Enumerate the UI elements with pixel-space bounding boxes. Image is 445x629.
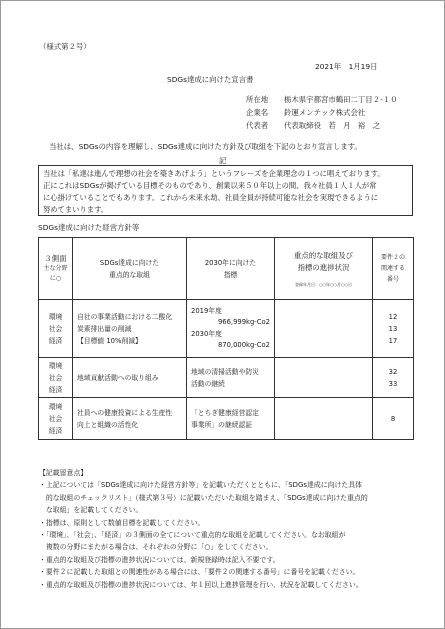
issuer-representative: 代表取締役 若 月 裕 之 — [284, 121, 381, 130]
note-line: ・重点的な取組及び指標の進捗状況については、年１回以上進捗管理を行い、状況を記載してください。 — [39, 580, 363, 589]
table-row — [39, 358, 414, 398]
table-row — [39, 398, 414, 440]
notes-title: 【記載留意点】 — [39, 469, 88, 477]
issuer-label-company: 企業名 — [246, 108, 269, 117]
issuer-address: 栃木県宇都宮市鶴田二丁目２-１０ — [284, 95, 398, 104]
table-row — [39, 300, 414, 358]
row-progress — [275, 398, 373, 440]
policy-table — [38, 237, 414, 440]
issuer-company: 鈴運メンテック株式会社 — [284, 108, 366, 117]
row-initiative: 社員への健康投資による生産性 向上と組織の活性化 — [73, 398, 187, 440]
note-line: 的な取組のチェックリスト」（様式第３号）に記載いただいた取組を踏まえ、「SDGs達成に向けた重点的 — [39, 493, 368, 502]
note-line: ・指標は、原則として数値目標を記載してください。 — [39, 518, 205, 527]
note-line: ・「環境」、「社会」、「経済」の３側面の全てについて重点的な取組を記載してください。なお取組が — [39, 531, 346, 540]
row-initiative: 自社の事業活動における二酸化 炭素排出量の削減 【目標値 10%削減】 — [73, 300, 187, 358]
philosophy-line: 当社は「私達は進んで理想の社会を築きあげよう」というフレーズを企業理念の１つに唱えております。 — [43, 169, 385, 178]
date: 2021年 1月19日 — [315, 62, 378, 71]
note-line: ・要件２に記載した取組との関連性がある場合には、「要件２の関連する番号」に番号を記載ください。 — [39, 568, 360, 577]
header-related-goals: 要件２の 関連する 番号 — [373, 238, 414, 300]
note-line: な取組」を記載してください。 — [39, 506, 143, 515]
note-line: 複数の分野にまたがる場合は、それぞれの分野に「○」をしてください。 — [39, 543, 273, 552]
philosophy-line: に心掛けていることでもあります。これから未来永劫、社員全員が持続可能な社会を実現できるように — [43, 193, 379, 202]
header-target: 2030年に向けた 指標 — [187, 238, 275, 300]
issuer-label-address: 所在地 — [246, 95, 269, 104]
row-goals: 12 13 17 — [373, 300, 414, 358]
row-goals: 32 33 — [373, 358, 414, 398]
row-aspects: 環境 社会 経済 — [39, 398, 73, 440]
note-line: ・重点的な取組及び指標の進捗状況については、新規登録時は記入不要です。 — [39, 555, 280, 564]
declaration-text: 当社は、SDGsの内容を理解し、SDGs達成に向けた方針及び取組を下記のとおり宣言します。 — [49, 142, 362, 151]
header-initiative: SDGs達成に向けた 重点的な取組 — [73, 238, 187, 300]
document-title: SDGs達成に向けた宣言書 — [167, 75, 254, 84]
row-goals: 8 — [373, 398, 414, 440]
form-label: （様式第２号） — [39, 42, 91, 51]
row-progress — [275, 358, 373, 398]
header-progress: 重点的な取組及び 指標の進捗状況 登録年月日：○○年○○月○○日 — [275, 238, 373, 300]
note-line: ・上記については「SDGs達成に向けた経営方針等」を記載いただくとともに、「SDGs達成に向けた具体 — [39, 481, 363, 490]
philosophy-box — [38, 165, 413, 216]
row-target: 「とちぎ健康経営認定 事業所」の継続認証 — [187, 398, 275, 440]
row-target: 2019年度 966,999kg-Co2 2030年度 870,000kg-Co2 — [187, 300, 275, 358]
philosophy-line: 正にこれはSDGsが掲げている目標そのものであり、創業以来５０年以上の間、我々社員１人１人が常 — [43, 181, 377, 190]
row-target: 地域の清掃活動や防災 活動の継続 — [187, 358, 275, 398]
table-header-row — [39, 238, 414, 300]
row-progress — [275, 300, 373, 358]
row-aspects: 環境 社会 経済 — [39, 358, 73, 398]
row-aspects: 環境 社会 経済 — [39, 300, 73, 358]
issuer-label-representative: 代表者 — [246, 121, 269, 130]
ki-mark: 記 — [219, 156, 227, 165]
row-initiative: 地域貢献活動への取り組み — [73, 358, 187, 398]
policy-heading: SDGs達成に向けた経営方針等 — [38, 223, 140, 232]
philosophy-line: 努めてまいります。 — [43, 205, 109, 214]
header-aspects: ３側面 主な分野 に○ — [39, 238, 73, 300]
notes-block — [39, 467, 368, 591]
